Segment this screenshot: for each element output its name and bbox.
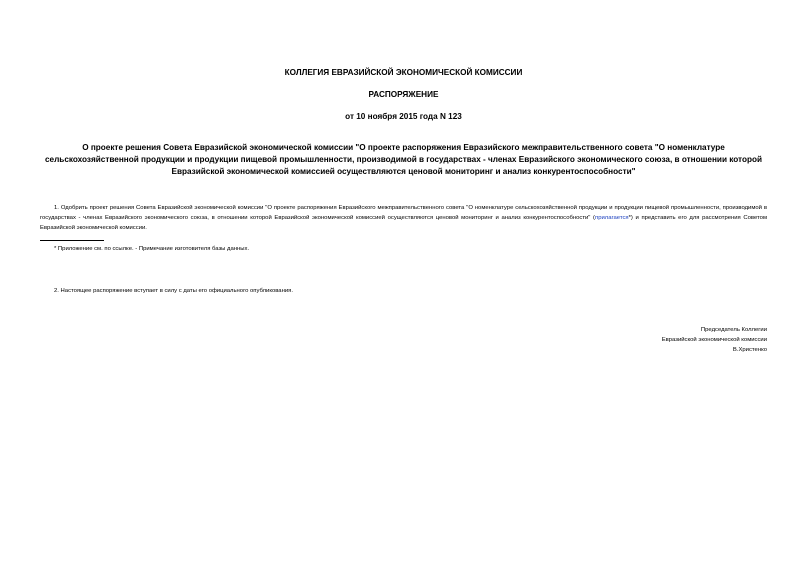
paragraph-1-text-after: *) и представить его для рассмотрения Советом Евразийской экономической комиссии. bbox=[40, 215, 767, 231]
paragraph-1 bbox=[40, 203, 767, 233]
organization-heading: КОЛЛЕГИЯ ЕВРАЗИЙСКОЙ ЭКОНОМИЧЕСКОЙ КОМИССИИ bbox=[284, 68, 523, 77]
document-type-heading: РАСПОРЯЖЕНИЕ bbox=[368, 90, 439, 99]
paragraph-1-text-before: 1. Одобрить проект решения Совета Евразийской экономической комиссии "О проекте распоряжения Евразийского межправительственного совета "О номенклатуре сельскохозяйственной продукции и продукции пищевой промышленности, производимой в государствах - членах Евразийского экономического союза, в отношении которой Евразийской экономической комиссией осуществляются ценовой мониторинг и анализ конкурентоспособности" ( bbox=[40, 205, 767, 221]
footnote-divider bbox=[40, 240, 104, 241]
signature-name: В.Христенко bbox=[732, 347, 767, 353]
signature-organization: Евразийской экономической комиссии bbox=[661, 337, 767, 343]
paragraph-2: 2. Настоящее распоряжение вступает в силу с даты его официального опубликования. bbox=[54, 288, 293, 294]
document-date-number: от 10 ноября 2015 года N 123 bbox=[345, 112, 462, 121]
footnote-text: * Приложение см. по ссылке. - Примечание изготовителя базы данных. bbox=[54, 246, 250, 252]
signature-block bbox=[527, 325, 767, 355]
attachment-link[interactable]: прилагается bbox=[595, 215, 629, 221]
signature-position: Председатель Коллегии bbox=[700, 327, 767, 333]
document-subject-title: О проекте решения Совета Евразийской экономической комиссии "О проекте распоряжения Евразийского межправительственного совета "О номенклатуре сельскохозяйственной продукции и продукции пищевой промышленности, производимой в государствах - членах Евразийского экономического союза, в отношении которой Евразийской экономической комиссией осуществляются ценовой мониторинг и анализ конкурентоспособности" bbox=[45, 143, 762, 177]
